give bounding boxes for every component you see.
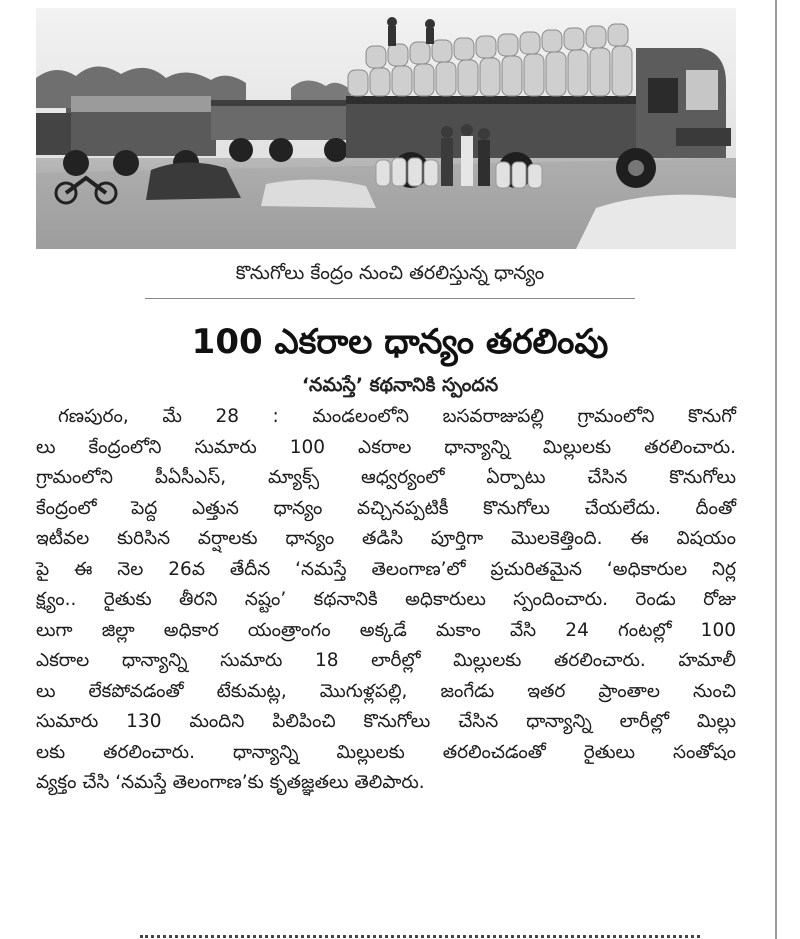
- article-line: పై ఈ నెల 26వ తేదీన ‘నమస్తే తెలంగాణ’లో ప్రచురితమైన ‘అధికారుల నిర్ల: [36, 558, 736, 580]
- column-divider: [775, 0, 777, 939]
- article-line: గణపురం, మే 28 : మండలంలోని బసవరాజుపల్లి గ్రామంలోని కొనుగో: [58, 406, 736, 427]
- article-line: లు కేంద్రంలోని సుమారు 100 ఎకరాల ధాన్యాన్ని మిల్లులకు తరలించారు.: [36, 436, 736, 458]
- news-photo: [36, 8, 736, 249]
- cropped-next-line: [140, 930, 700, 939]
- article-line: గ్రామంలోని పీఏసీఎస్, మ్యాక్స్ ఆధ్వర్యంలో ఏర్పాటు చేసిన కొనుగోలు: [36, 467, 736, 488]
- article-line: సుమారు 130 మందిని పిలిపించి కొనుగోలు చేసిన ధాన్యాన్ని లారీల్లో మిల్లు: [36, 711, 736, 732]
- article-line: కేంద్రంలో పెద్ద ఎత్తున ధాన్యం వచ్చినప్పటికీ కొనుగోలు చేయలేదు. దీంతో: [36, 497, 736, 519]
- caption-divider: [145, 298, 635, 299]
- article-headline: 100 ఎకరాల ధాన్యం తరలింపు: [191, 322, 609, 362]
- article-line: లుగా జిల్లా అధికార యంత్రాంగం అక్కడే మకాం వేసి 24 గంటల్లో 100: [36, 619, 736, 641]
- article-line: ఎకరాల ధాన్యాన్ని సుమారు 18 లారీల్లో మిల్లులకు తరలించారు. హమాలీ: [36, 650, 736, 671]
- article-line: లకు తరలించారు. ధాన్యాన్ని మిల్లులకు తరలించడంతో రైతులు సంతోషం: [36, 741, 736, 763]
- article-line: వ్యక్తం చేసి ‘నమస్తే తెలంగాణ’కు కృతజ్ఞతలు తెలిపారు.: [36, 772, 425, 793]
- article-body: [36, 402, 736, 799]
- photo-caption: కొనుగోలు కేంద్రం నుంచి తరలిస్తున్న ధాన్యం: [235, 262, 545, 284]
- article-line: ఇటీవల కురిసిన వర్షాలకు ధాన్యం తడిసి పూర్తిగా మొలకెత్తింది. ఈ విషయం: [36, 528, 736, 549]
- article-line: క్ష్యం.. రైతుకు తీరని నష్టం’ కథనానికి అధికారులు స్పందించారు. రెండు రోజు: [36, 589, 736, 610]
- article-subheadline: ‘నమస్తే’ కథనానికి స్పందన: [301, 374, 499, 396]
- article-line: లు లేకపోవడంతో టేకుమట్ల, మొగుళ్లపల్లి, జంగేడు ఇతర ప్రాంతాల నుంచి: [36, 680, 736, 702]
- trucks-loaded-with-grain-sacks-photo: [36, 8, 736, 249]
